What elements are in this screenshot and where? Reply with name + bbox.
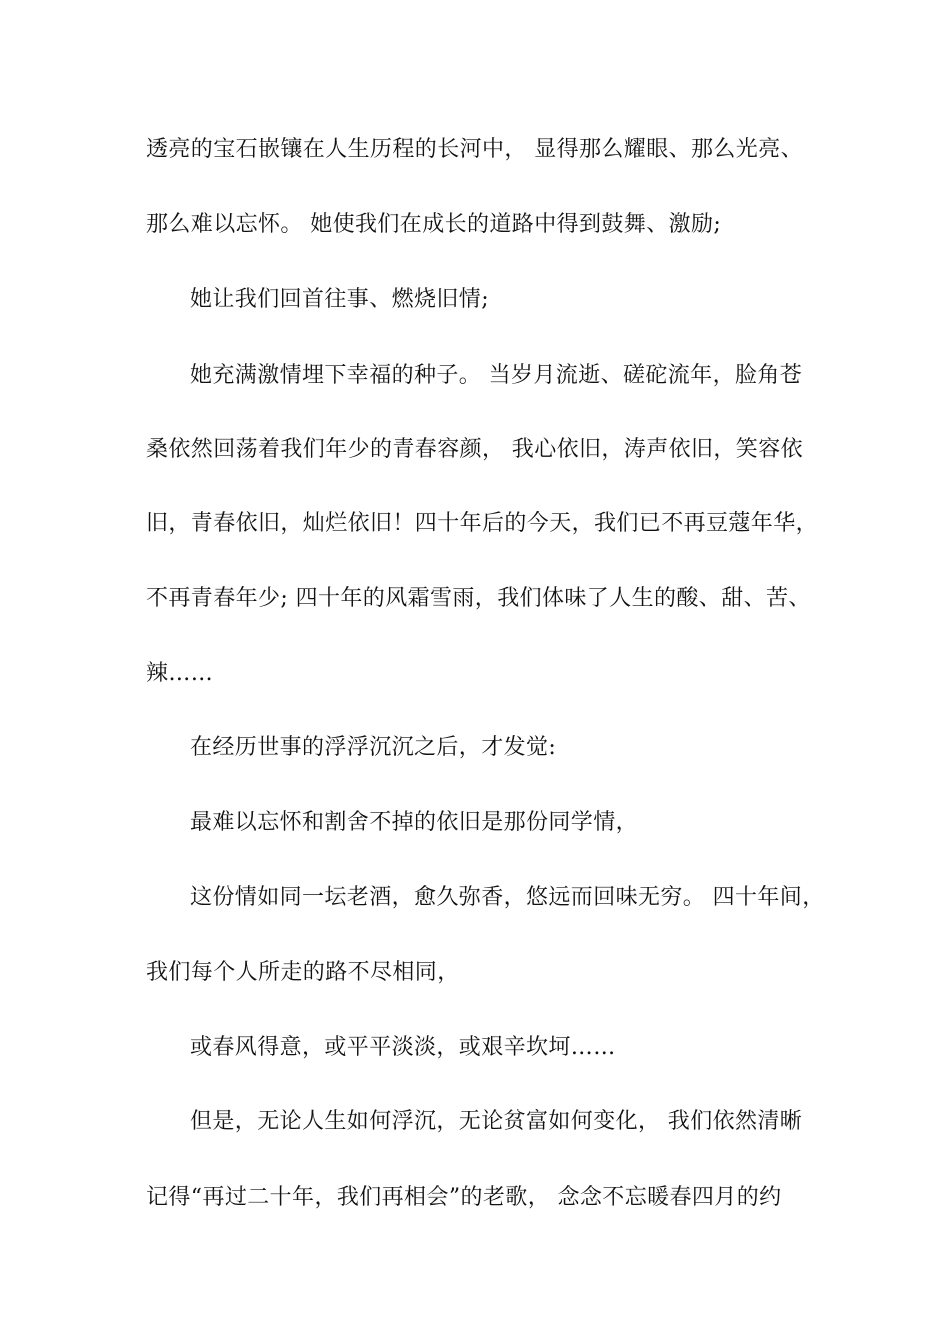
text-line: 最难以忘怀和割舍不掉的依旧是那份同学情， [190,810,639,835]
text-line: 记得“再过二十年，我们再相会”的老歌， 念念不忘暖春四月的约 [146,1185,782,1210]
text-line: 桑依然回荡着我们年少的青春容颜， 我心依旧，涛声依旧，笑容依 [146,437,803,462]
text-line: 那么难以忘怀。 她使我们在成长的道路中得到鼓舞、激励; [146,212,722,237]
text-line: 我们每个人所走的路不尽相同， [146,960,460,985]
text-line: 在经历世事的浮浮沉沉之后，才发觉: [190,735,557,760]
text-line: 透亮的宝石嵌镶在人生历程的长河中， 显得那么耀眼、那么光亮、 [146,137,803,162]
text-line: 她充满激情埋下幸福的种子。 当岁月流逝、磋砣流年，脸角苍 [190,363,803,388]
text-line: 辣…… [146,661,214,686]
text-line: 不再青春年少; 四十年的风霜雪雨，我们体味了人生的酸、甜、苦、 [146,586,811,611]
text-line: 或春风得意，或平平淡淡，或艰辛坎坷…… [190,1035,616,1060]
text-line: 这份情如同一坛老酒，愈久弥香，悠远而回味无穷。 四十年间， [190,885,825,910]
text-line: 旧，青春依旧，灿烂依旧！四十年后的今天，我们已不再豆蔻年华， [146,511,819,536]
text-line: 她让我们回首往事、燃烧旧情; [190,287,490,312]
text-line: 但是，无论人生如何浮沉，无论贫富如何变化， 我们依然清晰 [190,1109,803,1134]
